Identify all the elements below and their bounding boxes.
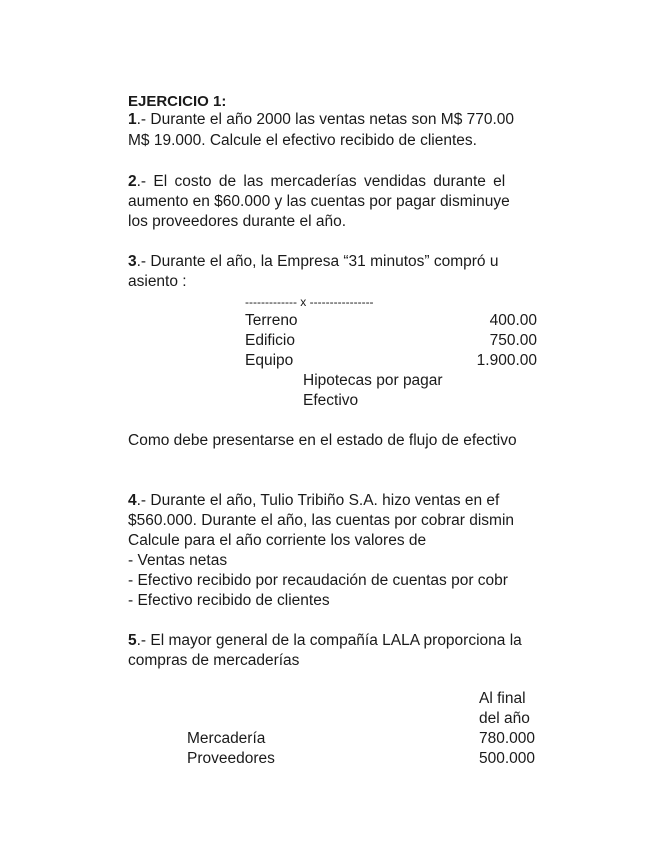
exercise-4-line-1: 4.- Durante el año, Tulio Tribiño S.A. hizo ventas en ef [128,492,500,509]
exercise-5-line-1: 5.- El mayor general de la compañía LALA proporciona la [128,632,522,649]
exercise-4-item-3: - Efectivo recibido de clientes [128,592,330,609]
exercise-4-line-2: $560.000. Durante el año, las cuentas por cobrar dismin [128,512,515,529]
table-row-mercaderia-label: Mercadería [187,730,266,747]
exercise-1-number: 1 [128,111,137,128]
table-row-mercaderia-value: 780.000 [479,730,536,747]
exercise-4-item-2: - Efectivo recibido por recaudación de cuentas por cobr [128,572,508,589]
exercise-4-item-1: - Ventas netas [128,552,228,569]
exercise-1-line-2: M$ 19.000. Calcule el efectivo recibido de clientes. [128,132,477,149]
exercise-4-number: 4 [128,492,137,509]
exercise-3-question: Como debe presentarse en el estado de flujo de efectivo [128,432,517,449]
journal-account-edificio: Edificio [245,332,295,349]
exercise-2-line-3: los proveedores durante el año. [128,213,347,230]
exercise-3-line-2: asiento : [128,273,187,290]
journal-account-terreno: Terreno [245,312,298,329]
exercise-2-number: 2 [128,173,137,190]
journal-amount-edificio: 750.00 [489,332,537,349]
exercise-5-line-2: compras de mercaderías [128,652,300,669]
journal-credit-hipotecas: Hipotecas por pagar [303,372,443,389]
table-row-proveedores-label: Proveedores [187,750,275,767]
journal-separator: ------------- x ---------------- [245,295,374,309]
exercise-3-number: 3 [128,253,137,270]
journal-amount-terreno: 400.00 [489,312,537,329]
journal-credit-efectivo: Efectivo [303,392,359,409]
exercise-1-line-1: 1.- Durante el año 2000 las ventas netas son M$ 770.00 [128,111,515,128]
exercise-2-line-1: 2.- El costo de las mercaderías vendidas durante el [128,173,506,190]
table-header-line-2: del año [479,710,530,727]
exercise-4-line-3: Calcule para el año corriente los valores de [128,532,427,549]
exercise-5-number: 5 [128,632,137,649]
exercise-3-line-1: 3.- Durante el año, la Empresa “31 minutos” compró u [128,253,499,270]
journal-amount-equipo: 1.900.00 [476,352,537,369]
journal-account-equipo: Equipo [245,352,294,369]
table-header-line-1: Al final [479,690,526,707]
table-row-proveedores-value: 500.000 [479,750,536,767]
exercise-heading: EJERCICIO 1: [128,93,227,110]
exercise-2-line-2: aumento en $60.000 y las cuentas por pagar disminuye [128,193,510,210]
